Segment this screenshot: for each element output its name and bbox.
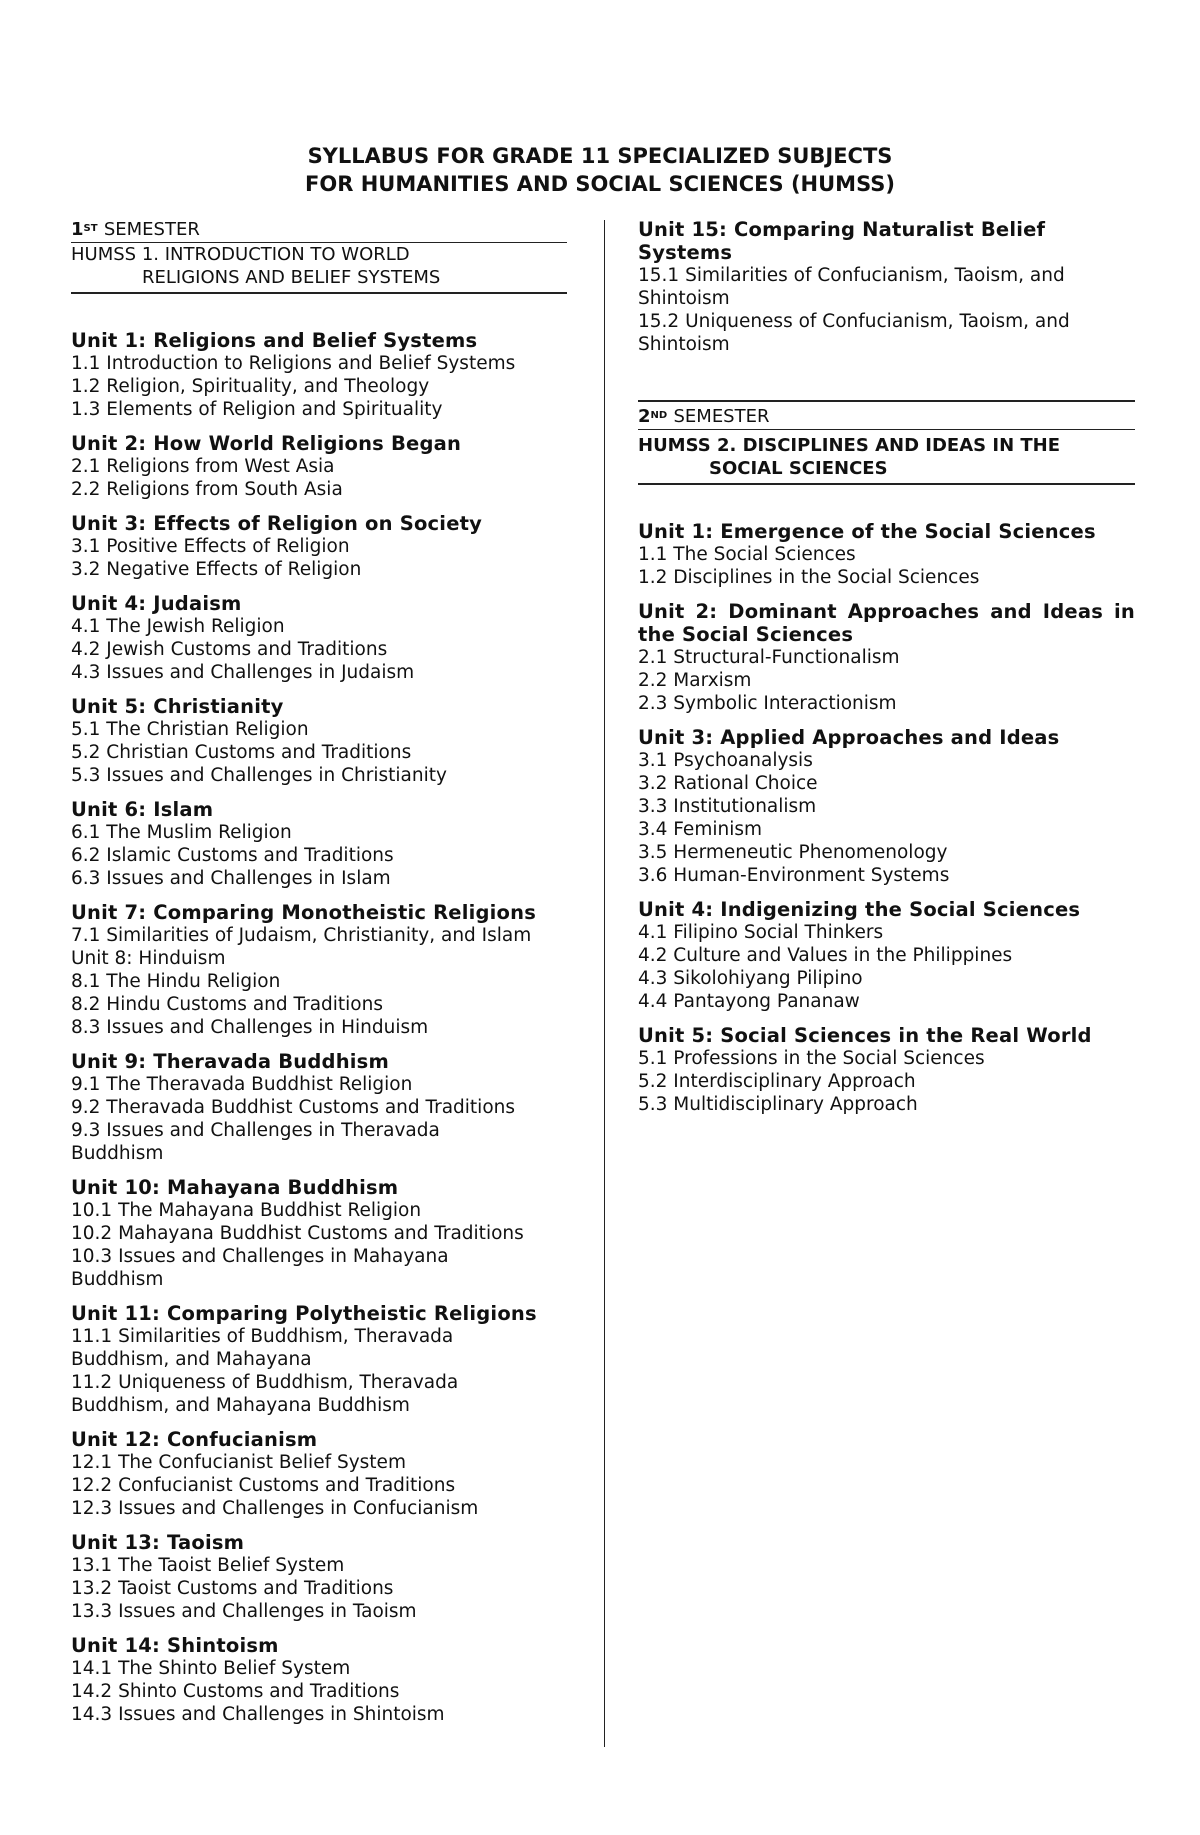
topic-line: 3.3 Institutionalism [638,796,817,817]
semester-ordinal: ST [83,223,98,234]
unit-block [71,1050,567,1165]
second-column [638,218,1135,1127]
topic-line: 9.2 Theravada Buddhist Customs and Traditions [71,1097,515,1118]
first-semester-column [71,218,567,1737]
topic-line: 1.1 Introduction to Religions and Belief Systems [71,353,516,374]
topic-line: 3.5 Hermeneutic Phenomenology [638,842,948,863]
topic-line: 13.3 Issues and Challenges in Taoism [71,1601,417,1622]
unit-title: Unit 4: Indigenizing the Social Sciences [638,898,1081,921]
unit-title [638,218,1135,264]
subject-line-2: SOCIAL SCIENCES [709,458,888,479]
topic-line: Buddhism [71,1269,164,1290]
unit-block [638,1024,1135,1116]
topic-line: 8.3 Issues and Challenges in Hinduism [71,1017,429,1038]
topic-line: 5.3 Multidisciplinary Approach [638,1094,918,1115]
unit-block [71,1428,567,1520]
topic-line: 4.3 Issues and Challenges in Judaism [71,662,415,683]
unit-block [638,600,1135,715]
subject-heading-humss2 [638,434,1135,485]
topic-line: 2.3 Symbolic Interactionism [638,693,897,714]
topic-line: 4.1 The Jewish Religion [71,616,285,637]
topic-line: 6.2 Islamic Customs and Traditions [71,845,394,866]
topic-line: 12.2 Confucianist Customs and Traditions [71,1475,456,1496]
unit-title: Unit 6: Islam [71,798,214,821]
unit-title: Unit 3: Effects of Religion on Society [71,512,483,535]
topic-line: 8.1 The Hindu Religion [71,971,281,992]
topic-line: 8.2 Hindu Customs and Traditions [71,994,383,1015]
topic-line: 1.2 Disciplines in the Social Sciences [638,567,980,588]
unit-block [71,1176,567,1291]
topic-line: 3.6 Human-Environment Systems [638,865,950,886]
topic-line: Shintoism [638,334,730,355]
topic-line: 4.2 Culture and Values in the Philippines [638,945,1013,966]
topic-line: 13.1 The Taoist Belief System [71,1555,345,1576]
unit-block [638,520,1135,589]
unit-title-line-2: Systems [638,241,733,264]
topic-line: 6.3 Issues and Challenges in Islam [71,868,391,889]
topic-line: 12.1 The Confucianist Belief System [71,1452,406,1473]
document-title [0,142,1200,198]
unit-block [71,592,567,684]
topic-line: 14.2 Shinto Customs and Traditions [71,1681,400,1702]
subject-line-2: RELIGIONS AND BELIEF SYSTEMS [142,267,441,288]
unit-block [71,798,567,890]
unit-title: Unit 4: Judaism [71,592,242,615]
unit-title: Unit 9: Theravada Buddhism [71,1050,389,1073]
unit-title: Unit 5: Christianity [71,695,284,718]
topic-line: 15.2 Uniqueness of Confucianism, Taoism, and [638,311,1070,332]
unit-title: Unit 3: Applied Approaches and Ideas [638,726,1060,749]
topic-line: 5.1 The Christian Religion [71,719,309,740]
semester-word: SEMESTER [103,219,200,240]
unit-block [71,901,567,1039]
unit-title: Unit 2: Dominant Approaches and Ideas in the Social Sciences [638,600,1135,646]
subject-line-1: HUMSS 2. DISCIPLINES AND IDEAS IN THE [638,435,1061,456]
unit-block [71,432,567,501]
topic-line: 9.1 The Theravada Buddhist Religion [71,1074,413,1095]
unit-block [71,329,567,421]
subject-line-1: HUMSS 1. INTRODUCTION TO WORLD [71,244,410,265]
topic-line: 5.1 Professions in the Social Sciences [638,1048,985,1069]
topic-line: 2.1 Religions from West Asia [71,456,335,477]
topic-line: 4.2 Jewish Customs and Traditions [71,639,388,660]
topic-line: 10.1 The Mahayana Buddhist Religion [71,1200,422,1221]
unit-title: Unit 10: Mahayana Buddhism [71,1176,399,1199]
topic-line: Shintoism [638,288,730,309]
unit-title: Unit 11: Comparing Polytheistic Religions [71,1302,537,1325]
topic-line: 10.2 Mahayana Buddhist Customs and Traditions [71,1223,524,1244]
topic-line: 7.1 Similarities of Judaism, Christianity, and Islam [71,925,532,946]
unit-block [71,1634,567,1726]
topic-line: 3.1 Psychoanalysis [638,750,813,771]
topic-line: 1.2 Religion, Spirituality, and Theology [71,376,430,397]
topic-line: 14.1 The Shinto Belief System [71,1658,351,1679]
semester-number: 1 [71,219,84,240]
topic-line: 5.2 Christian Customs and Traditions [71,742,412,763]
topic-line: 13.2 Taoist Customs and Traditions [71,1578,394,1599]
topic-line: 14.3 Issues and Challenges in Shintoism [71,1704,445,1725]
topic-line: 3.1 Positive Effects of Religion [71,536,350,557]
unit-block [71,1531,567,1623]
semester-number: 2 [638,406,651,427]
topic-line: Buddhism [71,1143,164,1164]
semester-heading-2 [638,400,1135,430]
topic-line: 4.4 Pantayong Pananaw [638,991,860,1012]
topic-line: 2.2 Religions from South Asia [71,479,343,500]
topic-line: 11.1 Similarities of Buddhism, Theravada [71,1326,454,1347]
unit-title: Unit 1: Religions and Belief Systems [71,329,478,352]
title-line-2: FOR HUMANITIES AND SOCIAL SCIENCES (HUMSS) [305,172,895,196]
topic-line: 10.3 Issues and Challenges in Mahayana [71,1246,449,1267]
unit-title: Unit 1: Emergence of the Social Sciences [638,520,1096,543]
title-line-1: SYLLABUS FOR GRADE 11 SPECIALIZED SUBJECTS [307,144,893,168]
unit-block [71,695,567,787]
topic-line: 15.1 Similarities of Confucianism, Taoism, and [638,265,1065,286]
topic-line: 5.2 Interdisciplinary Approach [638,1071,916,1092]
topic-line: 2.1 Structural-Functionalism [638,647,900,668]
unit-list-sem2 [638,520,1135,1116]
topic-line: Buddhism, and Mahayana Buddhism [71,1395,410,1416]
unit-title: Unit 14: Shintoism [71,1634,279,1657]
topic-line: 3.2 Rational Choice [638,773,818,794]
semester-ordinal: ND [650,410,668,421]
topic-line: 9.3 Issues and Challenges in Theravada [71,1120,440,1141]
column-divider [604,220,605,1747]
unit-block [71,1302,567,1417]
unit-15 [638,218,1135,356]
unit-block [638,898,1135,1013]
topic-line: 12.3 Issues and Challenges in Confucianism [71,1498,479,1519]
unit-title: Unit 5: Social Sciences in the Real World [638,1024,1092,1047]
topic-line: 4.3 Sikolohiyang Pilipino [638,968,863,989]
topic-line: 2.2 Marxism [638,670,752,691]
unit-block [71,512,567,581]
topic-line: 1.1 The Social Sciences [638,544,856,565]
unit-title: Unit 12: Confucianism [71,1428,318,1451]
subject-heading-humss1 [71,243,567,294]
unit-title: Unit 7: Comparing Monotheistic Religions [71,901,537,924]
unit-title-line-1: Unit 15: Comparing Naturalist Belief [638,218,1046,241]
topic-line: 6.1 The Muslim Religion [71,822,292,843]
topic-line: Buddhism, and Mahayana [71,1349,312,1370]
unit-title: Unit 13: Taoism [71,1531,245,1554]
semester-word: SEMESTER [673,406,770,427]
topic-line: 3.2 Negative Effects of Religion [71,559,362,580]
semester-heading-1 [71,218,567,243]
topic-line: Unit 8: Hinduism [71,948,226,969]
topic-line: 11.2 Uniqueness of Buddhism, Theravada [71,1372,459,1393]
topic-line: 3.4 Feminism [638,819,762,840]
topic-line: 5.3 Issues and Challenges in Christianity [71,765,447,786]
unit-title: Unit 2: How World Religions Began [71,432,462,455]
unit-block [638,726,1135,887]
topic-line: 1.3 Elements of Religion and Spirituality [71,399,443,420]
topic-line: 4.1 Filipino Social Thinkers [638,922,884,943]
unit-list-sem1 [71,329,567,1726]
